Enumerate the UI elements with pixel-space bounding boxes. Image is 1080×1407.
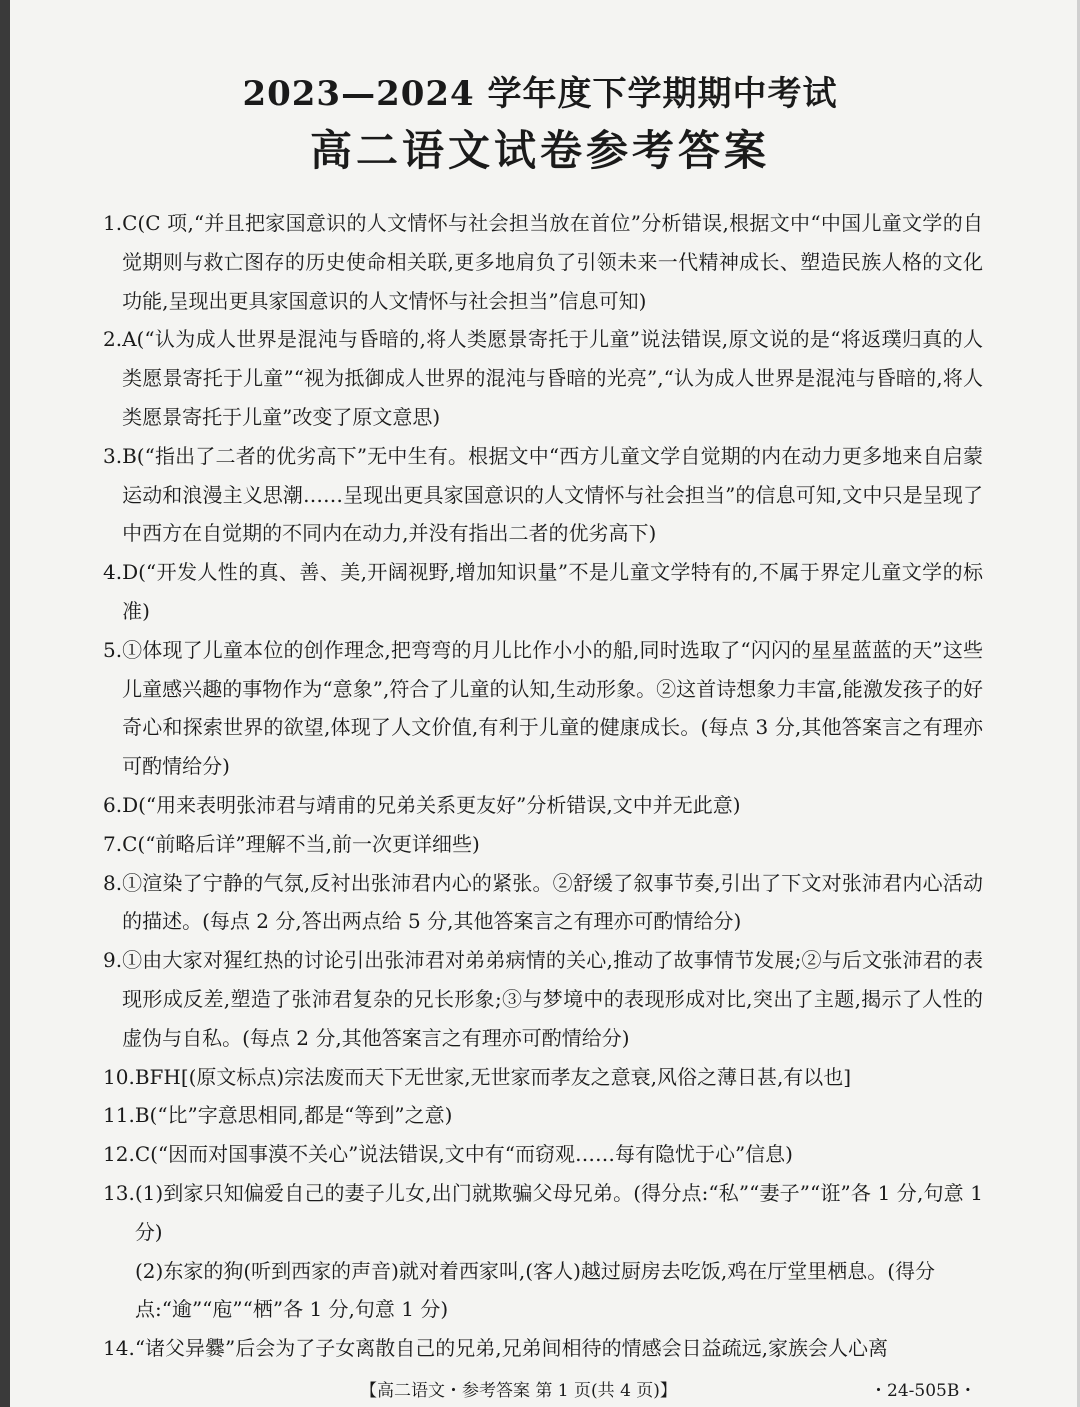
answer-number: 8. [103,870,123,895]
answer-text: C(C 项,“并且把家国意识的人文情怀与社会担当放在首位”分析错误,根据文中“中国儿童文学的自觉期则与救亡图存的历史使命相关联,更多地肩负了引领未来一代精神成长、塑造民族人格的文化功能,呈现出更具家国意识的人文情怀与社会担当”信息可知) [122,211,983,313]
answer-key-title: 高二语文试卷参考答案 [309,126,770,175]
answer-number: 12. [103,1142,135,1167]
answer-text: ①渲染了宁静的气氛,反衬出张沛君内心的紧张。②舒缓了叙事节奏,引出了下文对张沛君内心活动的描述。(每点 2 分,答出两点给 5 分,其他答案言之有理亦可酌情给分) [122,870,983,934]
answer-number: 4. [103,560,123,585]
answer-text: D(“开发人性的真、善、美,开阔视野,增加知识量”不是儿童文学特有的,不属于界定儿童文学的标准) [122,560,983,623]
answer-text: A(“认为成人世界是混沌与昏暗的,将人类愿景寄托于儿童”说法错误,原文说的是“将返璞归真的人类愿景寄托于儿童”“视为抵御成人世界的混沌与昏暗的光亮”,“认为成人世界是混沌与昏暗的,将人类愿景寄托于儿童”改变了原文意思) [122,327,983,429]
answer-item-11 [103,1096,983,1135]
answer-number: 2. [103,327,123,352]
answer-item-10 [103,1058,983,1097]
answer-item-4 [103,553,983,631]
answer-text: ①体现了儿童本位的创作理念,把弯弯的月儿比作小小的船,同时选取了“闪闪的星星蓝蓝的天”这些儿童感兴趣的事物作为“意象”,符合了儿童的认知,生动形象。②这首诗想象力丰富,能激发孩子的好奇心和探索世界的欲望,体现了人文价值,有利于儿童的健康成长。(每点 3 分,其他答案言之有理亦可酌情给分) [122,637,983,779]
answer-text: B(“比”字意思相同,都是“等到”之意) [134,1103,453,1128]
exam-title: 2023—2024 学年度下学期期中考试 [242,74,838,114]
footer-exam-code: ・24-505B・ [870,1381,977,1401]
answer-list [103,204,983,1368]
answer-text: (1)到家只知偏爱自己的妻子儿女,出门就欺骗父母兄弟。(得分点:“私”“妻子”“诳”各 1 分,句意 1 分) [134,1180,983,1244]
answer-number: 7. [103,831,123,856]
answer-item-2 [103,320,983,436]
answer-number: 14. [103,1336,135,1361]
answer-text: ①由大家对猩红热的讨论引出张沛君对弟弟病情的关心,推动了故事情节发展;②与后文张沛君的表现形成反差,塑造了张沛君复杂的兄长形象;③与梦境中的表现形成对比,突出了主题,揭示了人性的虚伪与自私。(每点 2 分,其他答案言之有理亦可酌情给分) [122,948,983,1050]
answer-text: B(“指出了二者的优劣高下”无中生有。根据文中“西方儿童文学自觉期的内在动力更多地来自启蒙运动和浪漫主义思潮……呈现出更具家国意识的人文情怀与社会担当”的信息可知,文中只是呈现了中西方在自觉期的不同内在动力,并没有指出二者的优劣高下) [122,443,983,546]
answer-item-1 [103,204,983,320]
answer-number: 13. [103,1180,135,1205]
answer-number: 5. [103,637,123,662]
answer-item-8 [103,864,983,942]
answer-item-7 [103,825,983,864]
answer-item-9 [103,941,983,1057]
answer-item-12 [103,1135,983,1174]
answer-text: (2)东家的狗(听到西家的声音)就对着西家叫,(客人)越过厨房去吃饭,鸡在厅堂里栖息。(得分点:“逾”“庖”“栖”各 1 分,句意 1 分) [135,1258,936,1322]
answer-number: 1. [103,211,123,235]
answer-item-6 [103,786,983,825]
answer-item-13 [103,1174,983,1252]
footer-page-info: 【高二语文・参考答案 第 1 页(共 4 页)】 [360,1381,677,1401]
answer-number: 6. [103,792,123,817]
answer-item-3 [103,437,983,553]
answer-text: C(“因而对国事漠不关心”说法错误,文中有“而窃观……每有隐忧于心”信息) [134,1142,793,1167]
answer-text: BFH[(原文标点)宗法废而天下无世家,无世家而孝友之意衰,风俗之薄日甚,有以也] [134,1064,852,1089]
page-left-edge [0,0,10,1407]
answer-number: 11. [103,1103,135,1128]
answer-text: C(“前略后详”理解不当,前一次更详细些) [122,831,480,856]
answer-number: 10. [103,1064,135,1089]
answer-text: “诸父异爨”后会为了子女离散自己的兄弟,兄弟间相待的情感会日益疏远,家族会人心离 [134,1336,888,1361]
answer-number: 3. [103,443,123,468]
answer-item-14 [103,1329,983,1368]
answer-text: D(“用来表明张沛君与靖甫的兄弟关系更友好”分析错误,文中并无此意) [122,792,741,817]
answer-item-13-part-2 [135,1252,983,1330]
answer-item-5 [103,631,983,786]
answer-number: 9. [103,948,123,973]
